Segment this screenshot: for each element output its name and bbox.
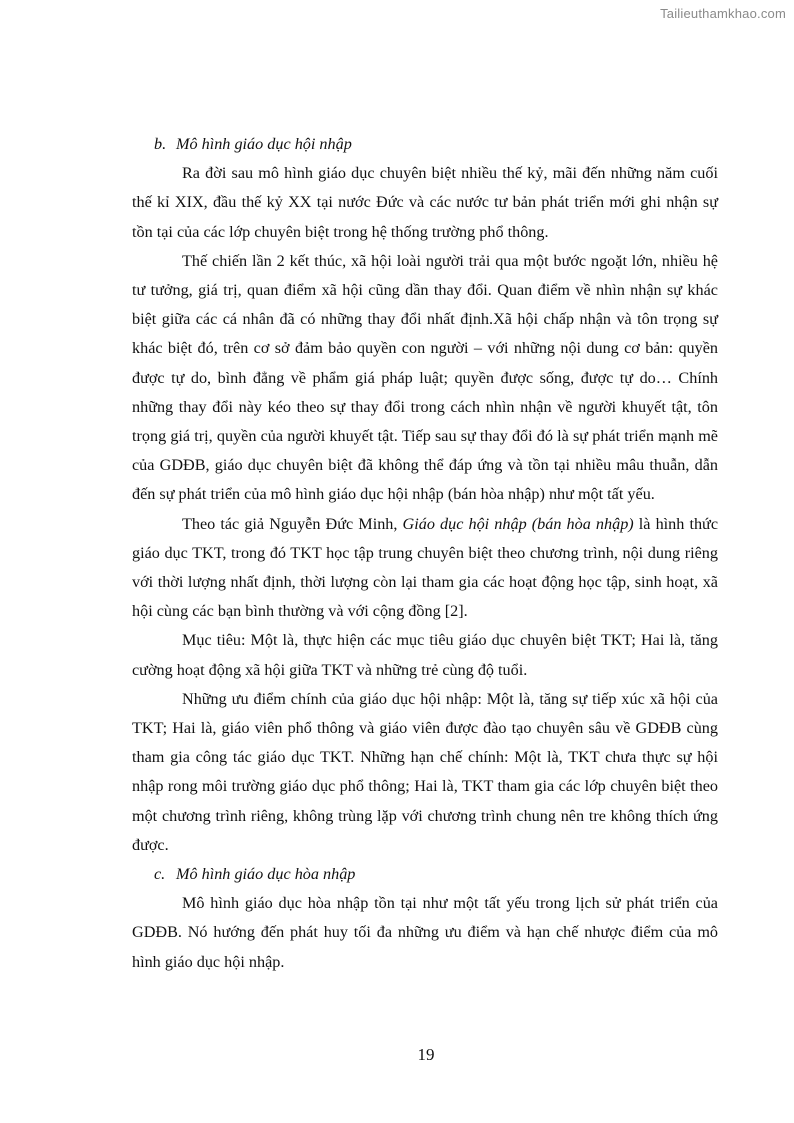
section-c-heading bbox=[154, 860, 718, 889]
section-b-paragraph-1: Ra đời sau mô hình giáo dục chuyên biệt nhiều thế kỷ, mãi đến những năm cuối thế kỉ XIX, đầu thế kỷ XX tại nước Đức và các nước tư bản phát triển mới ghi nhận sự tồn tại của các lớp chuyên biệt trong hệ thống trường phổ thông. bbox=[132, 164, 718, 241]
section-c-title: Mô hình giáo dục hòa nhập bbox=[176, 865, 356, 884]
page-body bbox=[132, 130, 718, 977]
paragraph-3-lead: Theo tác giả Nguyễn Đức Minh, bbox=[182, 514, 403, 533]
section-b-heading bbox=[154, 130, 718, 159]
section-c-letter: c. bbox=[154, 865, 166, 884]
paragraph-3-italic-term: Giáo dục hội nhập (bán hòa nhập) bbox=[402, 514, 634, 533]
section-b-paragraph-4: Mục tiêu: Một là, thực hiện các mục tiêu giáo dục chuyên biệt TKT; Hai là, tăng cường hoạt động xã hội giữa TKT và những trẻ cùng độ tuổi. bbox=[132, 631, 718, 679]
section-b-paragraph-2: Thế chiến lần 2 kết thúc, xã hội loài người trải qua một bước ngoặt lớn, nhiều hệ tư tưởng, giá trị, quan điểm xã hội cũng dần thay đổi. Quan điểm về nhìn nhận sự khác biệt giữa các cá nhân đã có những thay đổi nhất định.Xã hội chấp nhận và tôn trọng sự khác biệt đó, trên cơ sở đảm bảo quyền con người – với những nội dung cơ bản: quyền được tự do, bình đẳng về phẩm giá pháp luật; quyền được sống, được tự do… Chính những thay đổi này kéo theo sự thay đổi trong cách nhìn nhận về người khuyết tật, tôn trọng giá trị, quyền của người khuyết tật. Tiếp sau sự thay đổi đó là sự phát triển mạnh mẽ của GDĐB, giáo dục chuyên biệt đã không thể đáp ứng và tồn tại nhiều mâu thuẫn, dẫn đến sự phát triển của mô hình giáo dục hội nhập (bán hòa nhập) như một tất yếu. bbox=[132, 251, 718, 504]
page-number: 19 bbox=[417, 1045, 435, 1064]
section-b-letter: b. bbox=[154, 135, 167, 153]
section-b-title: Mô hình giáo dục hội nhập bbox=[176, 135, 352, 153]
section-c-paragraph-1: Mô hình giáo dục hòa nhập tồn tại như một tất yếu trong lịch sử phát triển của GDĐB. Nó hướng đến phát huy tối đa những ưu điểm và hạn chế nhược điểm của mô hình giáo dục hội nhập. bbox=[132, 894, 718, 971]
watermark: Tailieuthamkhao.com bbox=[660, 6, 786, 21]
section-b-paragraph-3 bbox=[132, 510, 718, 627]
paragraph-3-rest: là hình thức giáo dục TKT, trong đó TKT học tập trung chuyên biệt theo chương trình, nội dung riêng với thời lượng nhất định, thời lượng còn lại tham gia các hoạt động học tập, sinh hoạt, xã hội cùng các bạn bình thường và với cộng đồng [2]. bbox=[132, 514, 719, 621]
section-b-paragraph-5: Những ưu điểm chính của giáo dục hội nhập: Một là, tăng sự tiếp xúc xã hội của TKT; Hai là, giáo viên phổ thông và giáo viên được đào tạo chuyên sâu về GDĐB cùng tham gia công tác giáo dục TKT. Những hạn chế chính: Một là, TKT chưa thực sự hội nhập rong môi trường giáo dục phổ thông; Hai là, TKT tham gia các lớp chuyên biệt theo một chương trình riêng, không trùng lặp với chương trình chung nên tre không thích ứng được. bbox=[132, 689, 718, 854]
